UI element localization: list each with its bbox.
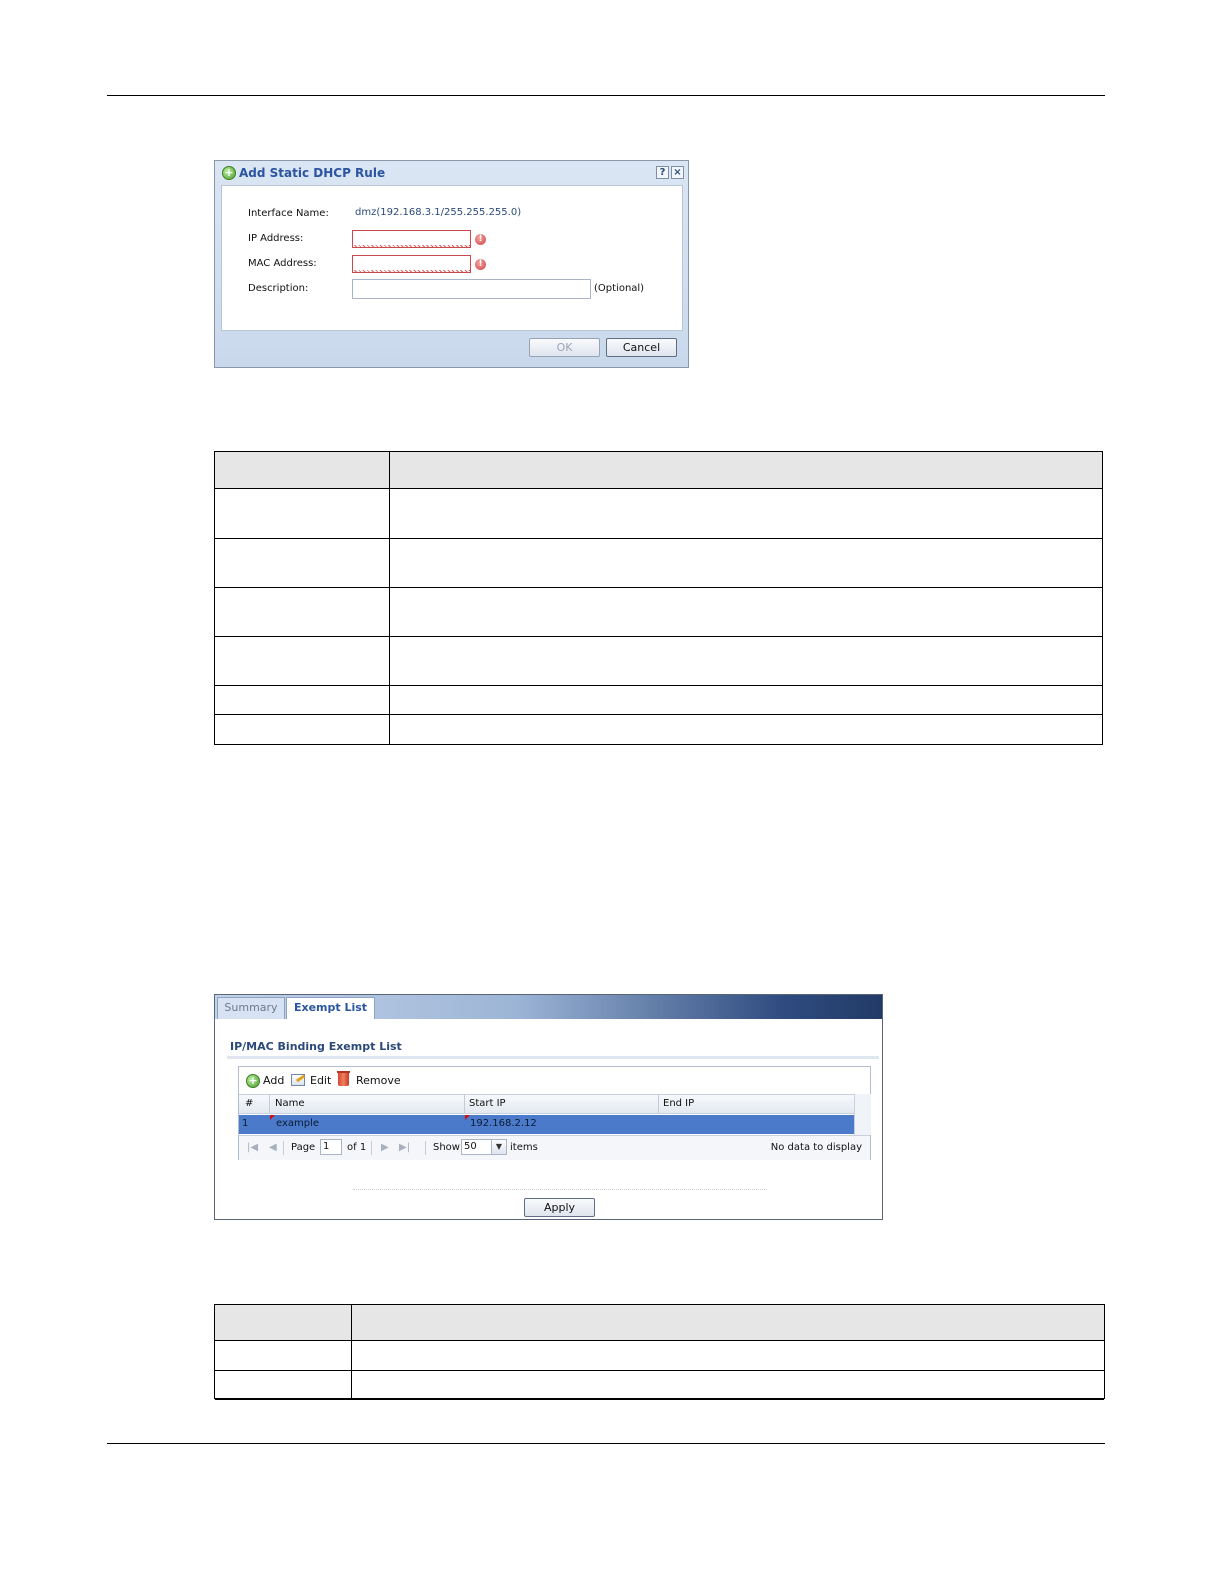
field-description-table [214,451,1103,745]
table-row [215,636,1102,686]
next-page-icon[interactable]: ▶ [381,1142,389,1153]
footer-rule [107,1443,1105,1444]
mac-error-icon: ! [475,259,486,270]
ok-button[interactable]: OK [529,338,600,357]
dialog-title: Add Static DHCP Rule [239,166,386,180]
ip-error-icon: ! [475,234,486,245]
pager-divider [283,1141,284,1155]
table-row [215,489,1102,539]
add-icon[interactable]: + [246,1074,260,1088]
dialog-titlebar [215,161,688,185]
items-per-page-select[interactable]: 50 [461,1139,493,1155]
description-label: Description: [248,283,309,294]
exempt-grid [238,1066,871,1160]
row-start-ip: 192.168.2.12 [470,1118,537,1129]
ip-address-input[interactable] [352,230,471,248]
close-icon[interactable]: × [671,166,684,179]
add-button[interactable]: Add [263,1074,285,1087]
section-divider [227,1056,879,1059]
table-row [215,685,1102,715]
table-row [215,587,1102,637]
chevron-down-icon[interactable]: ▼ [491,1139,507,1155]
column-header-start-ip[interactable]: Start IP [469,1098,506,1109]
remove-button[interactable]: Remove [356,1074,401,1087]
edit-icon[interactable] [291,1074,305,1086]
dialog-body [221,185,683,331]
last-page-icon[interactable]: ▶| [399,1142,411,1153]
table-row[interactable] [239,1115,854,1134]
interface-name-label: Interface Name: [248,208,329,219]
column-divider [464,1095,465,1113]
mac-address-label: MAC Address: [248,258,317,269]
row-name: example [276,1118,320,1129]
pager-divider [425,1141,426,1155]
optional-note: (Optional) [594,283,645,294]
section-title: IP/MAC Binding Exempt List [230,1040,402,1053]
footer-divider [353,1189,767,1190]
apply-button[interactable]: Apply [524,1198,595,1217]
table-header [215,1305,1104,1341]
table-row [215,538,1102,588]
column-header-name[interactable]: Name [275,1098,305,1109]
column-divider [269,1095,270,1113]
column-header-index[interactable]: # [245,1098,254,1109]
modified-marker-icon [270,1115,275,1120]
column-divider [389,452,390,744]
grid-header [239,1094,854,1114]
page-input[interactable]: 1 [320,1139,342,1155]
page-label: Page [291,1142,316,1153]
interface-name-value: dmz(192.168.3.1/255.255.255.0) [355,207,522,218]
edit-button[interactable]: Edit [310,1074,332,1087]
table-row [215,1370,1104,1400]
table-header [215,452,1102,489]
column-divider [658,1095,659,1113]
help-icon[interactable]: ? [656,166,669,179]
pager [239,1135,870,1160]
page-count: of 1 [347,1142,367,1153]
trash-icon[interactable] [338,1073,349,1086]
first-page-icon[interactable]: |◀ [247,1142,259,1153]
header-rule [107,95,1105,96]
column-header-end-ip[interactable]: End IP [663,1098,695,1109]
items-label: items [510,1142,538,1153]
add-static-dhcp-rule-dialog [214,160,689,368]
show-label: Show [433,1142,460,1153]
column-divider [351,1305,352,1398]
exempt-list-panel [214,994,883,1220]
pager-status: No data to display [770,1142,862,1153]
row-index: 1 [242,1118,249,1129]
exempt-field-description-table [214,1304,1105,1399]
ip-address-label: IP Address: [248,233,304,244]
cancel-button[interactable]: Cancel [606,338,677,357]
tab-exempt-list[interactable]: Exempt List [286,997,375,1019]
add-icon: + [222,166,236,180]
pager-divider [371,1141,372,1155]
mac-address-input[interactable] [352,255,471,273]
tab-summary[interactable]: Summary [217,997,285,1019]
table-row [215,1341,1104,1371]
prev-page-icon[interactable]: ◀ [269,1142,277,1153]
description-input[interactable] [352,279,591,299]
grid-scrollbar[interactable] [854,1094,871,1135]
tab-bar [215,995,882,1019]
